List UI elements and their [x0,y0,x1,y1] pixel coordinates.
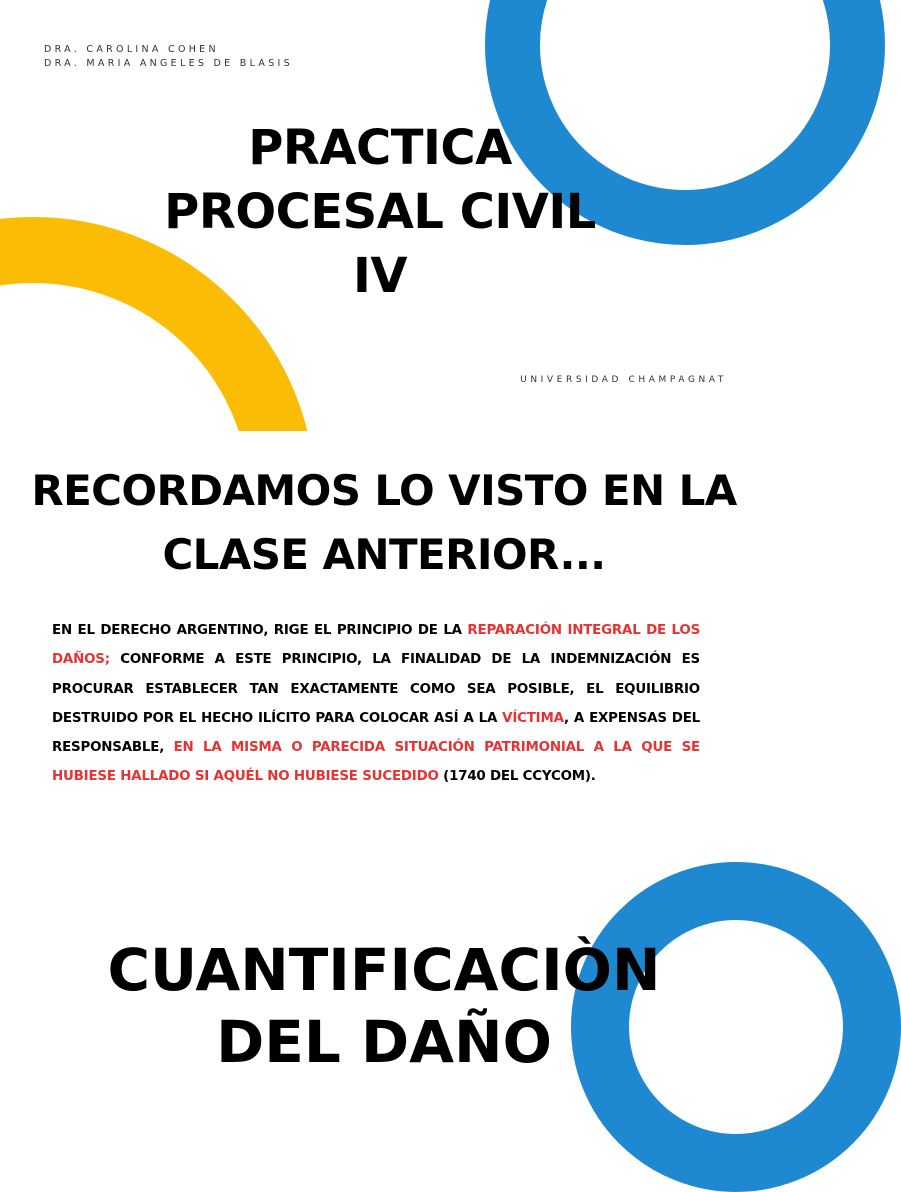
cover-page [0,0,768,431]
next-topic-heading [0,934,768,1078]
author-1: DRA. CAROLINA COHEN [44,44,219,55]
recap-page [0,431,768,862]
paragraph-text-3: , A EXPENSAS DEL RESPONSABLE, [52,710,700,756]
next-topic-page [0,862,768,1076]
course-title-line-2: PROCESAL CIVIL [164,184,596,240]
paragraph-text-4: (1740 DEL CCYCOM). [438,769,596,785]
paragraph-text-2: CONFORME A ESTE PRINCIPIO, LA FINALIDAD DE LA INDEMNIZACIÓN ES PROCURAR ESTABLECER TAN EXACTAMENTE COMO SEA POSIBLE, EL EQUILIBRIO DESTRUIDO POR EL HECHO ILÍCITO PARA COLOCAR ASÍ A LA [52,652,700,726]
course-title-line-1: PRACTICA [248,120,512,176]
paragraph-text-1: EN EL DERECHO ARGENTINO, RIGE EL PRINCIPIO DE LA [52,623,468,638]
recap-paragraph [52,616,700,792]
recap-heading-line-1: RECORDAMOS LO VISTO EN LA [31,466,737,515]
highlight-victim: VÍCTIMA [502,710,564,726]
recap-heading [0,459,768,587]
highlight-integral-repair: REPARACIÓN INTEGRAL DE LOS DAÑOS; [52,623,701,668]
next-topic-heading-line-2: DEL DAÑO [216,1008,552,1076]
author-2: DRA. MARIA ANGELES DE BLASIS [44,58,293,69]
highlight-patrimonial-situation: EN LA MISMA O PARECIDA SITUACIÓN PATRIMONIAL A LA QUE SE HUBIESE HALLADO SI AQUÉL NO HUBIESE SUCEDIDO [52,740,700,785]
course-title [80,116,680,308]
authors [44,43,293,71]
recap-heading-line-2: CLASE ANTERIOR... [162,530,606,579]
university-name: UNIVERSIDAD CHAMPAGNAT [520,375,727,385]
course-title-line-3: IV [352,248,407,304]
next-topic-heading-line-1: CUANTIFICACIÒN [107,936,661,1004]
